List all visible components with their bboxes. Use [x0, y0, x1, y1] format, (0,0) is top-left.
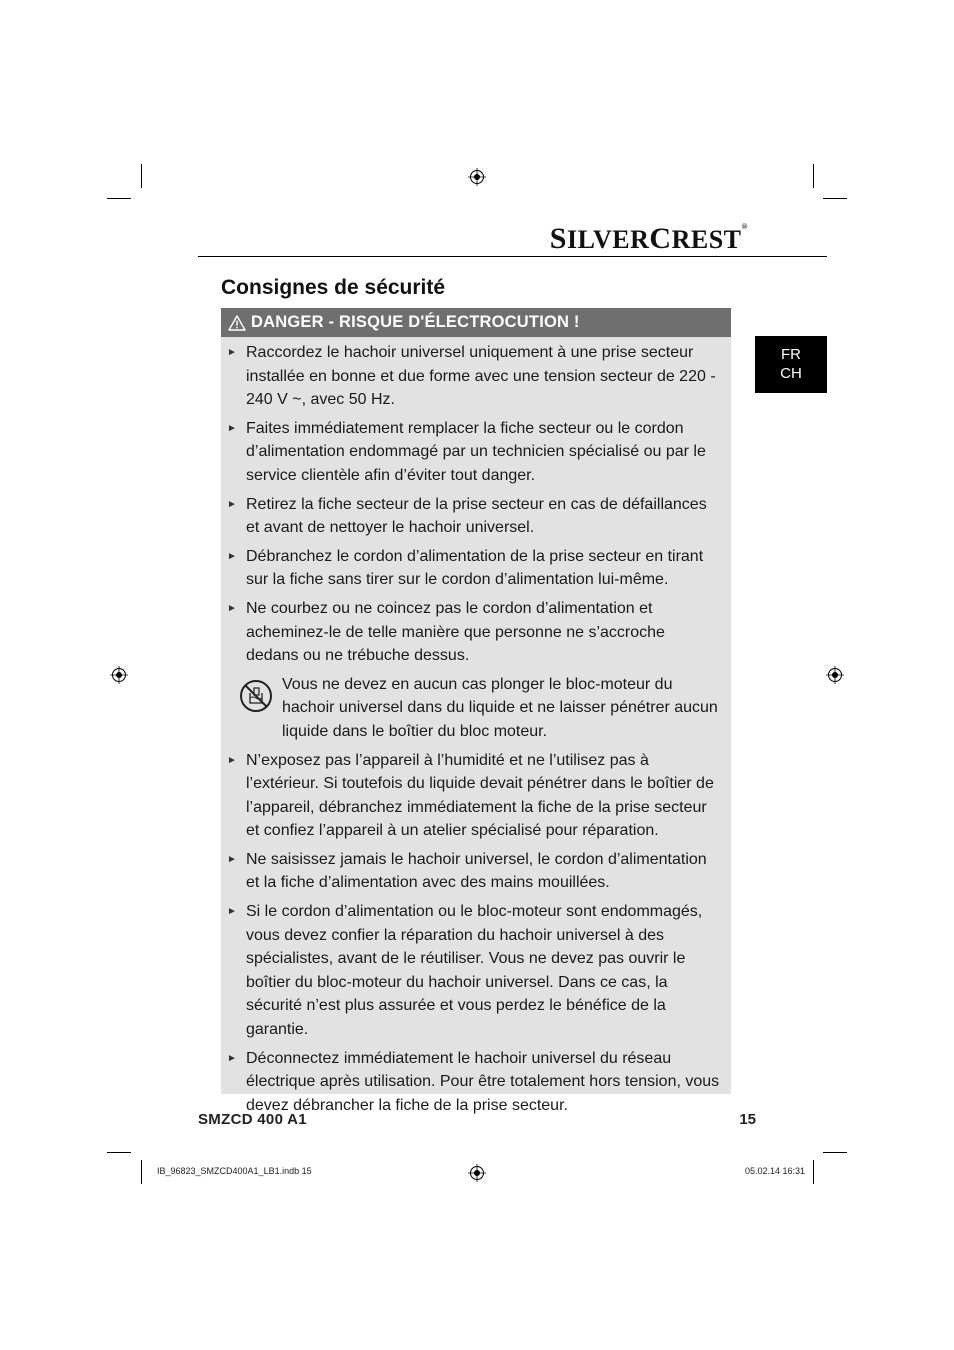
bullet-arrow-icon: ►: [227, 422, 237, 434]
bullet-arrow-icon: ►: [227, 906, 237, 918]
registration-mark-icon: [468, 1164, 486, 1182]
list-item: ► Déconnectez immédiatement le hachoir universel du réseau électrique après utilisation. Pour être totalement hors tension, vous devez débrancher la fiche de la prise secteur.: [227, 1047, 721, 1118]
language-code: FR: [781, 346, 801, 363]
language-code: CH: [780, 365, 802, 382]
list-item: ► Si le cordon d’alimentation ou le bloc-moteur sont endommagés, vous devez confier la réparation du hachoir universel à des spécialistes, avant de le réutiliser. Vous ne devez pas ouvrir le boîtier du bloc-moteur du hachoir universel. Dans ce cas, la sécurité n’est plus assurée et vous perdez le bénéfice de la garantie.: [227, 900, 721, 1042]
header-rule: [198, 256, 827, 257]
footer-model: SMZCD 400 A1: [198, 1111, 307, 1128]
no-immersion-icon: [239, 679, 273, 713]
list-item: ► Débranchez le cordon d’alimentation de la prise secteur en tirant sur la fiche sans tirer sur le cordon d’alimentation lui-même.: [227, 545, 721, 592]
bullet-arrow-icon: ►: [227, 853, 237, 865]
crop-mark: [107, 198, 131, 199]
warning-panel: [221, 308, 731, 1114]
registration-mark-icon: [110, 666, 128, 684]
crop-mark: [141, 1160, 142, 1184]
footer-page-number: 15: [739, 1111, 756, 1128]
list-item: ► N’exposez pas l’appareil à l’humidité et ne l’utilisez pas à l’extérieur. Si toutefois du liquide devait pénétrer dans le boîtier de l’appareil, débranchez immédiatement la fiche de la prise secteur et confiez l’appareil à un atelier spécialisé pour réparation.: [227, 749, 721, 843]
warning-heading: [221, 308, 731, 337]
warning-triangle-icon: [228, 315, 246, 331]
bullet-arrow-icon: ►: [227, 1052, 237, 1064]
crop-mark: [823, 198, 847, 199]
crop-mark: [141, 164, 142, 188]
list-item: ► Retirez la fiche secteur de la prise secteur en cas de défaillances et avant de nettoyer le hachoir universel.: [227, 493, 721, 540]
bullet-arrow-icon: ►: [227, 754, 237, 766]
list-item: ► Faites immédiatement remplacer la fiche secteur ou le cordon d’alimentation endommagé par un technicien spécialisé ou par le service clientèle afin d’éviter tout danger.: [227, 417, 721, 488]
list-item: ► Raccordez le hachoir universel uniquement à une prise secteur installée en bonne et due forme avec une tension secteur de 220 - 240 V ~, avec 50 Hz.: [227, 341, 721, 412]
no-immersion-note: Vous ne devez en aucun cas plonger le bloc-moteur du hachoir universel dans du liquide et ne laisser pénétrer aucun liquide dans le boîtier du bloc moteur.: [227, 673, 721, 744]
page-title: Consignes de sécurité: [221, 276, 446, 299]
warning-heading-text: DANGER - RISQUE D'ÉLECTROCUTION !: [251, 313, 580, 331]
crop-mark: [823, 1152, 847, 1153]
language-tab: [755, 336, 827, 393]
bullet-arrow-icon: ►: [227, 550, 237, 562]
registration-mark-icon: [826, 666, 844, 684]
print-slug-file: IB_96823_SMZCD400A1_LB1.indb 15: [157, 1166, 312, 1176]
print-slug-date: 05.02.14 16:31: [744, 1166, 805, 1176]
list-item: ► Ne saisissez jamais le hachoir universel, le cordon d’alimentation et la fiche d’alimentation avec des mains mouillées.: [227, 848, 721, 895]
bullet-arrow-icon: ►: [227, 347, 237, 358]
bullet-arrow-icon: ►: [227, 498, 237, 510]
list-item: ► Ne courbez ou ne coincez pas le cordon d’alimentation et acheminez-le de telle manière que personne ne s’accroche dedans ou ne trébuche dessus.: [227, 597, 721, 668]
crop-mark: [813, 164, 814, 188]
crop-mark: [107, 1152, 131, 1153]
bullet-arrow-icon: ►: [227, 602, 237, 614]
crop-mark: [813, 1160, 814, 1184]
registration-mark-icon: [468, 168, 486, 186]
brand-logo: SILVERCREST®: [549, 222, 748, 255]
safety-list: [221, 337, 731, 1117]
